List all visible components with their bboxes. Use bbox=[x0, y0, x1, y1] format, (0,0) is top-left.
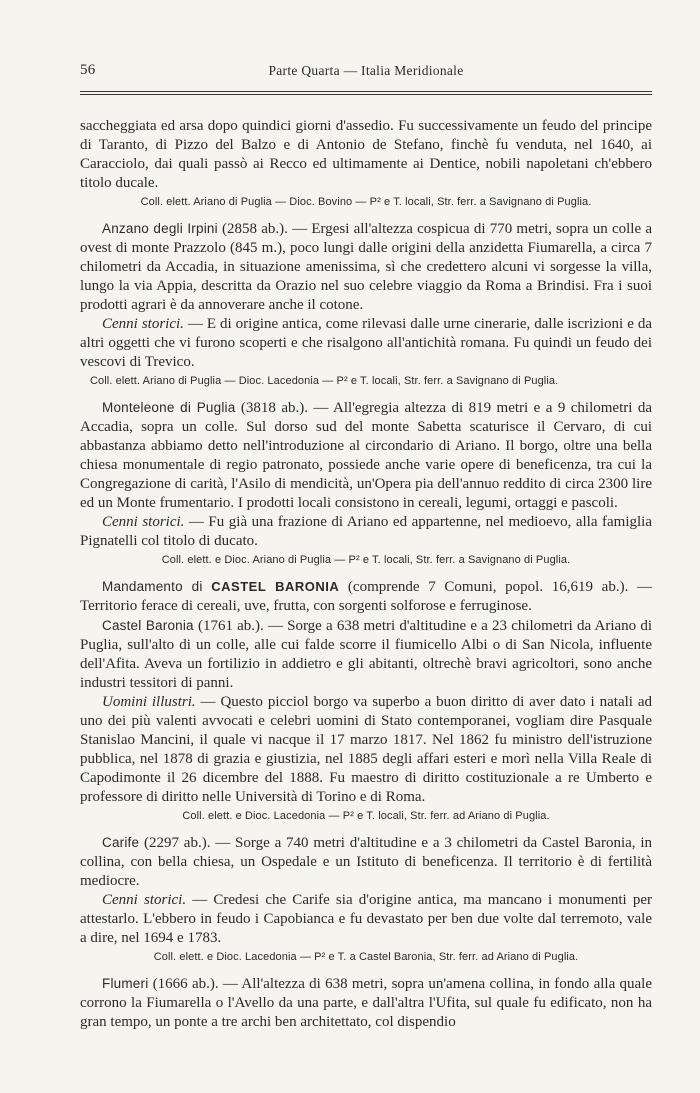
paragraph bbox=[80, 693, 652, 807]
paragraph-text: — E di origine antica, come rilevasi dalle urne cinerarie, dalle iscrizioni e da altri oggetti che vi furono scoperti e che risalgono all'antichità romana. Fu quindi un feudo dei vescovi di Trevico. bbox=[80, 316, 652, 370]
entry-title: Castel Baronia bbox=[102, 618, 194, 633]
footnote-info: Coll. elett. e Dioc. Ariano di Puglia — P² e T. locali, Str. ferr. a Savignano di Puglia. bbox=[161, 554, 571, 566]
entry-title: Mandamento di bbox=[102, 579, 203, 594]
footnote-info: Coll. elett. Ariano di Puglia — Dioc. Bovino — P² e T. locali, Str. ferr. a Savignano di Puglia. bbox=[140, 196, 592, 208]
paragraph-text: — Credesi che Carife sia d'origine antica, ma mancano i monumenti per attestarlo. L'ebbero in feudo i Capobianca e fu devastato per ben due volte dal terremoto, vale a dire, nel 1694 e 1783. bbox=[80, 892, 653, 946]
header-rule-thin bbox=[80, 94, 652, 95]
entry-mandamento bbox=[80, 577, 652, 616]
page-header bbox=[80, 62, 652, 84]
paragraph bbox=[80, 315, 652, 372]
entry-castel-baronia bbox=[80, 616, 652, 693]
entry-text: (comprende 7 Comuni, popol. 16,619 ab.). — Territorio ferace di cereali, uve, frutta, con sorgenti solforose e ferruginose. bbox=[80, 579, 653, 614]
paragraph-text: — Questo picciol borgo va superbo a buon diritto di aver dato i natali ad uno dei più valenti avvocati e celebri uomini di Stato contemporanei, vogliam dire Pasquale Stanislao Mancini, il quale vi nacque il 17 marzo 1817. Nel 1862 fu ministro dell'istruzione pubblica, nel 1878 di grazia e giustizia, nel 1885 degli affari esteri e morì nella Villa Reale di Capodimonte il 26 dicembre del 1888. Fu maestro di diritto costituzionale a re Umberto e professore di diritto nelle Università di Torino e di Roma. bbox=[80, 694, 652, 805]
entry-anzano bbox=[80, 219, 652, 315]
entry-text: (1761 ab.). — Sorge a 638 metri d'altitudine e a 23 chilometri da Ariano di Puglia, sull'alto di un colle, alle cui falde scorre il fiumicello Albi o di San Nicola, influente dell'Afita. Aveva un fortilizio in addietro e gli abitanti, oltrechè bravi agricoltori, sono anche industri tessitori di panni. bbox=[80, 618, 652, 691]
footnote-info: Coll. elett. Ariano di Puglia — Dioc. Lacedonia — P² e T. locali, Str. ferr. a Savignano di Puglia. bbox=[90, 375, 559, 387]
entry-flumeri bbox=[80, 974, 652, 1032]
entry-text: (2858 ab.). — Ergesi all'altezza cospicua di 770 metri, sopra un colle a ovest di monte Prazzolo (845 m.), poco lungi dalle origini della anzidetta Fiumarella, a circa 7 chilometri da Accadia, in situazione amenissima, sì che credettero alcuni vi sorgesse la villa, lungo la via Appia, descritta da Orazio nel suo celebre viaggio da Roma a Brindisi. Fra i suoi prodotti agrari è da annoverare anche il cotone. bbox=[80, 221, 652, 313]
entry-text: (3818 ab.). — All'egregia altezza di 819 metri e a 9 chilometri da Accadia, sopra un colle. Sul dorso sud del monte Sabetta scaturisce il Cervaro, di cui abbastanza abbiamo detto nell'introduzione al circondario di Ariano. Il borgo, oltre una bella chiesa monumentale di regio patronato, possiede anche varie opere di beneficenza, tra cui la Congregazione di carità, l'Asilo di mendicità, un'Opera pia dell'annuo reddito di circa 2300 lire ed un Monte frumentario. I prodotti locali consistono in cereali, legumi, ortaggi e pascoli. bbox=[80, 400, 652, 511]
entry-title: Carife bbox=[102, 835, 140, 850]
header-rule bbox=[80, 91, 652, 92]
section-label: Cenni storici. bbox=[102, 892, 187, 908]
entry-carife bbox=[80, 833, 652, 891]
page-number: 56 bbox=[80, 62, 96, 78]
entry-text: (2297 ab.). — Sorge a 740 metri d'altitudine e a 3 chilometri da Castel Baronia, in collina, con bella chiesa, un Ospedale e un Istituto di beneficenza. Il territorio è di fertilità mediocre. bbox=[80, 835, 652, 889]
paragraph-text: saccheggiata ed arsa dopo quindici giorni d'assedio. Fu successivamente un feudo del principe di Taranto, di Pizzo del Balzo e di Antonio de Stefano, finchè fu venduta, nel 1640, ai Caracciolo, dai quali passò ai Recco ed ultimamente ai Dentice, nobili napoletani ch'ebbero titolo ducale. bbox=[80, 118, 652, 191]
entry-title-caps: CASTEL BARONIA bbox=[211, 579, 340, 594]
entry-text: (1666 ab.). — All'altezza di 638 metri, sopra un'amena collina, in fondo alla quale corrono la Fiumarella o l'Avello da una parte, e dall'altra l'Ufita, sul quale fu edificato, non ha gran tempo, un ponte a tre archi ben architettato, col dispendio bbox=[80, 976, 652, 1030]
page-body bbox=[80, 117, 652, 1032]
section-label: Cenni storici. bbox=[102, 316, 184, 332]
paragraph bbox=[80, 513, 652, 551]
paragraph bbox=[80, 891, 652, 948]
entry-title: Anzano degli Irpini bbox=[102, 221, 218, 236]
paragraph-text: — Fu già una frazione di Ariano ed appartenne, nel medioevo, alla famiglia Pignatelli col titolo di ducato. bbox=[80, 514, 652, 549]
footnote-info: Coll. elett. e Dioc. Lacedonia — P² e T. a Castel Baronia, Str. ferr. ad Ariano di Puglia. bbox=[153, 951, 579, 963]
paragraph bbox=[80, 117, 652, 193]
entry-title: Monteleone di Puglia bbox=[102, 400, 236, 415]
entry-title: Flumeri bbox=[102, 976, 149, 991]
footnote-info: Coll. elett. e Dioc. Lacedonia — P² e T. locali, Str. ferr. ad Ariano di Puglia. bbox=[182, 810, 550, 822]
running-title: Parte Quarta — Italia Meridionale bbox=[268, 63, 464, 78]
section-label: Uomini illustri. bbox=[102, 694, 196, 710]
section-label: Cenni storici. bbox=[102, 514, 185, 530]
entry-monteleone bbox=[80, 398, 652, 513]
